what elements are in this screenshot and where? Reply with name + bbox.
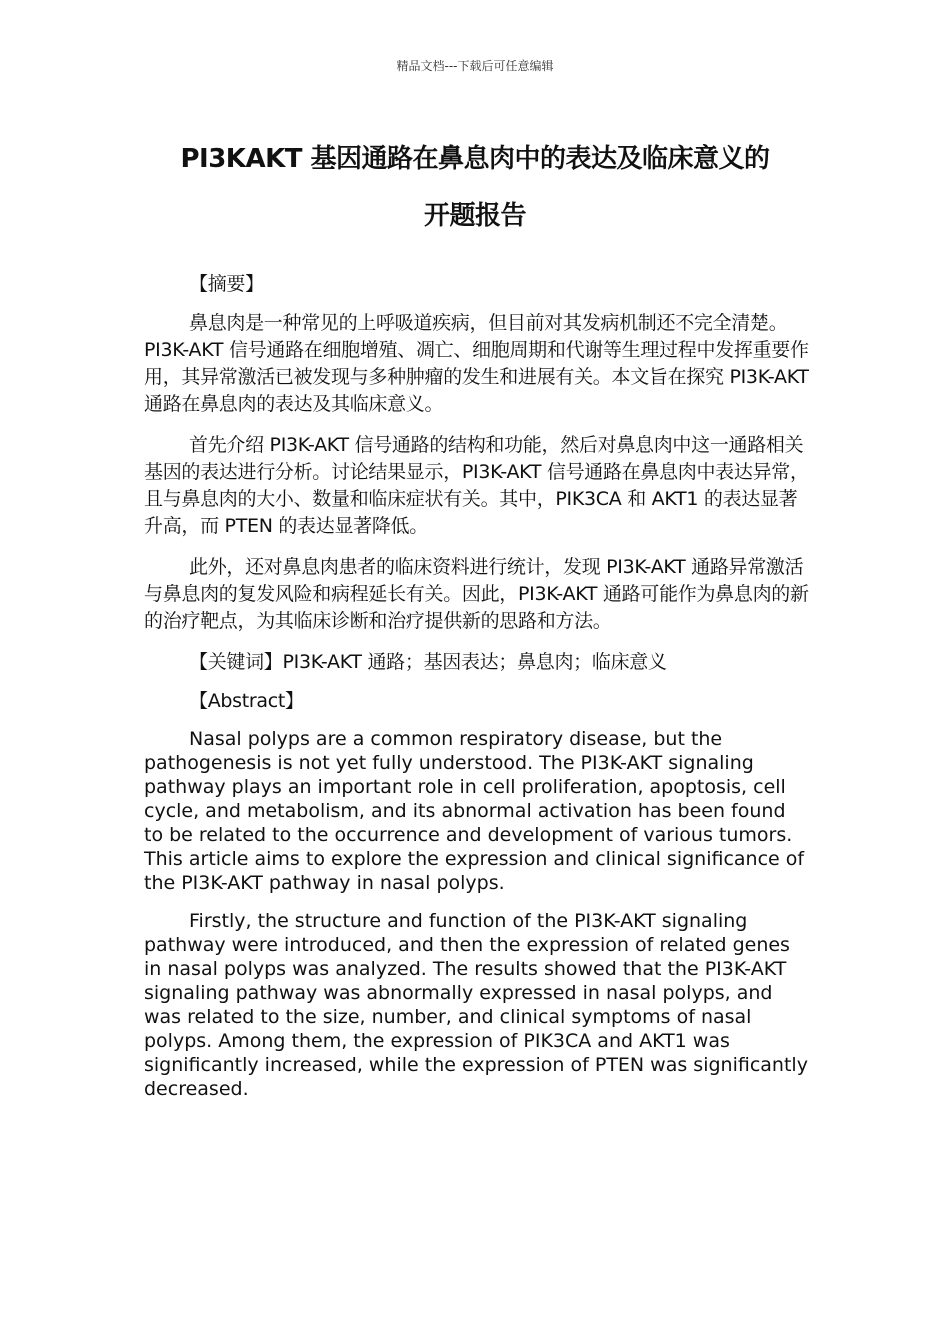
page-header-note: 精品文档---下载后可任意编辑 xyxy=(396,59,554,73)
document-title-line-1: PI3KAKT 基因通路在鼻息肉中的表达及临床意义的 xyxy=(180,144,770,174)
abstract-cn-heading: 【摘要】 xyxy=(189,273,264,295)
keywords-line: 【关键词】PI3K-AKT 通路；基因表达；鼻息肉；临床意义 xyxy=(189,651,667,673)
abstract-cn-paragraph: 首先介绍 PI3K-AKT 信号通路的结构和功能，然后对鼻息肉中这一通路相关基因的表达进行分析。讨论结果显示，PI3K-AKT 信号通路在鼻息肉中表达异常，且与鼻息肉的大小、数量和临床症状有关。其中，PIK3CA 和 AKT1 的表达显著升高，而 PTEN 的表达显著降低。 xyxy=(144,434,809,537)
abstract-cn-paragraph: 此外，还对鼻息肉患者的临床资料进行统计，发现 PI3K-AKT 通路异常激活与鼻息肉的复发风险和病程延长有关。因此，PI3K-AKT 通路可能作为鼻息肉的新的治疗靶点，为其临床诊断和治疗提供新的思路和方法。 xyxy=(144,556,809,632)
abstract-en-paragraph: Firstly, the structure and function of the PI3K-AKT signaling pathway were introduced, and then the expression of related genes in nasal polyps was analyzed. The results showed that the PI3K-AKT signaling pathway was abnormally expressed in nasal polyps, and was related to the size, number, and clinical symptoms of nasal polyps. Among them, the expression of PIK3CA and AKT1 was significantly increased, while the expression of PTEN was significantly decreased. xyxy=(144,910,808,1100)
abstract-en-paragraph: Nasal polyps are a common respiratory disease, but the pathogenesis is not yet fully understood. The PI3K-AKT signaling pathway plays an important role in cell proliferation, apoptosis, cell cycle, and metabolism, and its abnormal activation has been found to be related to the occurrence and development of various tumors. This article aims to explore the expression and clinical significance of the PI3K-AKT pathway in nasal polyps. xyxy=(144,728,805,894)
abstract-en-heading: 【Abstract】 xyxy=(189,690,304,712)
document-body xyxy=(144,271,809,1115)
document-title-line-2: 开题报告 xyxy=(423,201,526,231)
abstract-cn-paragraph: 鼻息肉是一种常见的上呼吸道疾病，但目前对其发病机制还不完全清楚。PI3K-AKT 信号通路在细胞增殖、凋亡、细胞周期和代谢等生理过程中发挥重要作用，其异常激活已被发现与多种肿瘤的发生和进展有关。本文旨在探究 PI3K-AKT 通路在鼻息肉的表达及其临床意义。 xyxy=(144,312,809,415)
